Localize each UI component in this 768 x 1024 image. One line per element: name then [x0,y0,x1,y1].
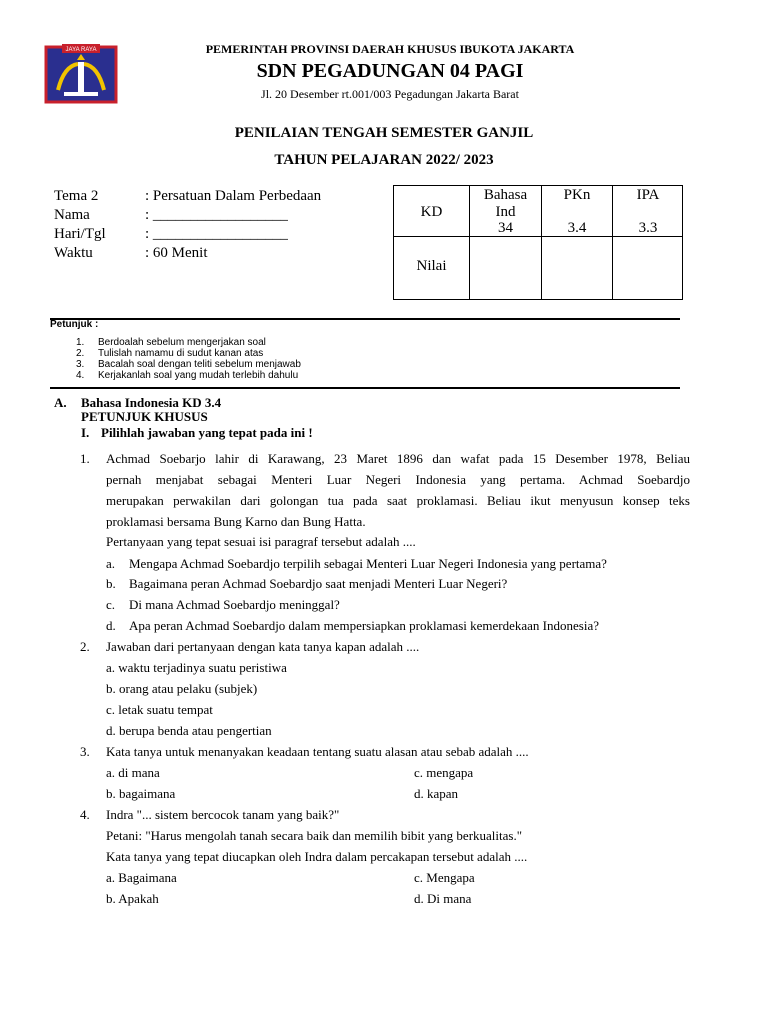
option[interactable]: b. bagaimana [106,786,176,801]
option[interactable]: a. Bagaimana [106,870,177,885]
divider [50,387,680,389]
government-name: PEMERINTAH PROVINSI DAERAH KHUSUS IBUKOTA JAKARTA [205,42,575,56]
petunjuk-title: Petunjuk : [50,319,99,330]
question-paragraph [106,448,690,532]
kd-label: KD [420,204,443,220]
option[interactable]: a. di mana [106,765,160,780]
section-subtitle: PETUNJUK KHUSUS [81,409,208,424]
nilai-cell-ipa[interactable] [613,237,683,299]
question-number: 2. [80,639,90,654]
option[interactable] [0,597,700,613]
nilai-cell-bahasa[interactable] [470,237,541,299]
subject-name: PKn [563,187,591,203]
question-line: Petani: "Harus mengolah tanah secara baik dan memilih bibit yang berkualitas." [106,828,523,843]
exam-year: TAHUN PELAJARAN 2022/ 2023 [274,152,494,168]
list-item [0,348,700,359]
list-item [0,370,700,381]
option-label: a. [106,556,116,571]
field-label: Waktu [54,245,93,261]
question-prompt: Pertanyaan yang tepat sesuai isi paragraf tersebut adalah .... [106,534,416,549]
option[interactable]: c. letak suatu tempat [106,702,213,717]
paragraph-line: merupakan perwakilan dari golongan tua pada saat proklamasi. Beliau ikut menyusun konsep teks [106,493,690,508]
field-label: Tema 2 [54,188,99,204]
option-text: Apa peran Achmad Soebardjo dalam mempersiapkan proklamasi kemerdekaan Indonesia? [129,618,599,633]
option[interactable]: d. berupa benda atau pengertian [106,723,272,738]
school-name: SDN PEGADUNGAN 04 PAGI [256,60,524,82]
paragraph-line: Achmad Soebarjo lahir di Karawang, 23 Maret 1896 dan wafat pada 15 Desember 1978, Beliau [106,451,690,466]
field-value[interactable]: : __________________ [145,207,288,223]
option[interactable] [0,576,700,592]
question-prompt: Kata tanya untuk menanyakan keadaan tentang suatu alasan atau sebab adalah .... [106,744,529,759]
question-number: 4. [80,807,90,822]
subject-name: IPA [636,187,660,203]
question-number: 1. [80,451,90,466]
field-value: : Persatuan Dalam Perbedaan [145,188,322,204]
question-prompt: Jawaban dari pertanyaan dengan kata tanya kapan adalah .... [106,639,420,654]
field-value[interactable]: : __________________ [145,226,288,242]
nilai-label: Nilai [416,258,447,274]
subject-name: Bahasa [483,187,528,203]
jaya-raya-logo-icon [44,44,118,104]
option[interactable]: d. kapan [414,786,459,801]
option-label: b. [106,576,116,591]
option[interactable] [0,556,700,572]
exam-title: PENILAIAN TENGAH SEMESTER GANJIL [234,125,534,141]
section-letter: A. [54,395,67,410]
option-text: Mengapa Achmad Soebardjo terpilih sebagai Menteri Luar Negeri Indonesia yang pertama? [129,556,607,571]
paragraph-line: pernah menjabat sebagai Menteri Luar Negeri Indonesia yang pertama. Achmad Soebardjo [106,472,690,487]
field-tema [0,187,390,206]
item-number: 2. [76,348,85,359]
field-nama [0,206,390,225]
option[interactable]: d. Di mana [414,891,472,906]
option[interactable]: a. waktu terjadinya suatu peristiwa [106,660,287,675]
option[interactable]: c. Mengapa [414,870,475,885]
question-line: Indra "... sistem bercocok tanam yang baik?" [106,807,340,822]
item-number: 4. [76,370,85,381]
option-text: Di mana Achmad Soebardjo meninggal? [129,597,340,612]
option[interactable] [0,618,700,634]
option-label: c. [106,597,116,612]
option[interactable]: c. mengapa [414,765,474,780]
part-title: Pilihlah jawaban yang tepat pada ini ! [101,425,313,440]
field-hari-tgl [0,225,390,244]
item-text: Tulislah namamu di sudut kanan atas [98,348,264,359]
nilai-cell-pkn[interactable] [542,237,612,299]
part-number: I. [81,425,90,440]
school-address: Jl. 20 Desember rt.001/003 Pegadungan Jakarta Barat [261,87,519,101]
option-text: Bagaimana peran Achmad Soebardjo saat menjadi Menteri Luar Negeri? [129,576,508,591]
option[interactable]: b. Apakah [106,891,159,906]
question-number: 3. [80,744,90,759]
list-item [0,337,700,348]
field-value: : 60 Menit [145,245,208,261]
item-text: Kerjakanlah soal yang mudah terlebih dahulu [98,370,299,381]
field-label: Nama [54,207,90,223]
subject-kd: 34 [498,220,513,236]
subject-kd: 3.4 [567,220,587,236]
list-item [0,359,700,370]
divider [50,318,680,320]
option[interactable]: b. orang atau pelaku (subjek) [106,681,258,696]
item-text: Bacalah soal dengan teliti sebelum menjawab [98,359,301,370]
question-prompt: Kata tanya yang tepat diucapkan oleh Indra dalam percakapan tersebut adalah .... [106,849,528,864]
option-label: d. [106,618,116,633]
item-number: 3. [76,359,85,370]
paragraph-line: proklamasi bersama Bung Karno dan Bung Hatta. [106,514,366,529]
section-title: Bahasa Indonesia KD 3.4 [81,395,222,410]
kd-table [393,185,683,300]
item-number: 1. [76,337,85,348]
subject-name: Ind [495,204,516,220]
subject-kd: 3.3 [638,220,658,236]
item-text: Berdoalah sebelum mengerjakan soal [98,337,266,348]
field-label: Hari/Tgl [54,226,106,242]
logo-text: JAYA RAYA [65,47,97,53]
field-waktu [0,244,390,263]
